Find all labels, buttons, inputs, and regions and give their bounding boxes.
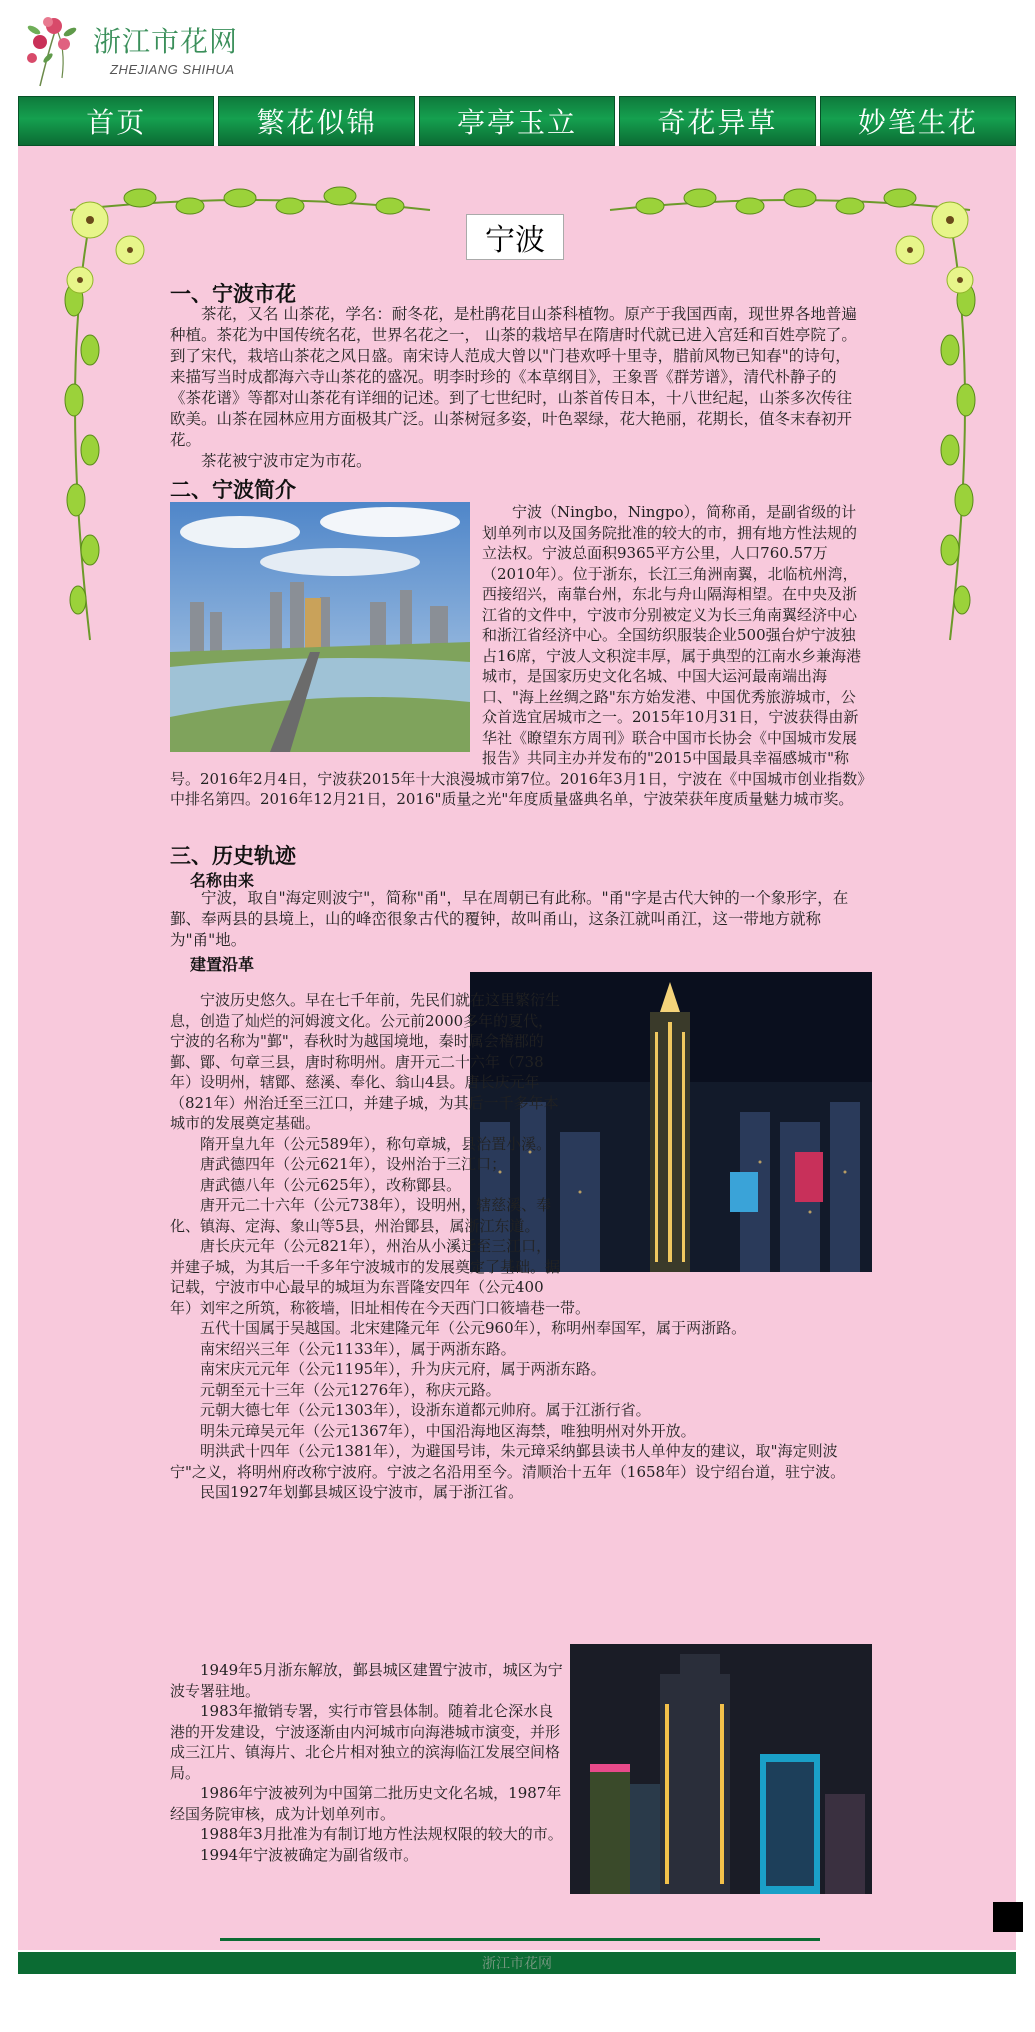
back-to-top-button[interactable] (993, 1902, 1023, 1932)
nav-item-miaobi[interactable]: 妙笔生花 (820, 96, 1016, 146)
intro-paragraph: 宁波（Ningbo，Ningpo），简称甬，是副省级的计划单列市以及国务院批准的较大的市，拥有地方性法规的立法权。宁波总面积9365平方公里，人口760.57万（2010年）。位于浙东，长江三角洲南翼，北临杭州湾，西接绍兴，南靠台州，东北与舟山隔海相望。在中央及浙江省的文件中，宁波市分别被定义为长三角南翼经济中心和浙江省经济中心。全国纺织服装企业500强台炉宁波独占16席，宁波人文积淀丰厚，属于典型的江南水乡兼海港城市，是国家历史文化名城、中国大运河最南端出海口、"海上丝绸之路"东方始发港、中国优秀旅游城市，公众首选宜居城市之一。2015年10月31日，宁波获得由新华社《瞭望东方周刊》联合中国市长协会《中国城市发展报告》共同主办并发布的"2015中国最具幸福感城市"称号。2016年2月4日，宁波获2015年十大浪漫城市第7位。2016年3月1日，宁波在《中国城市创业指数》中排名第四。2016年12月21日，2016"质量之光"年度质量盛典名单，宁波荣获年度质量魅力城市奖。 (170, 503, 865, 808)
modern-paragraph: 1994年宁波被确定为副省级市。 (200, 1845, 419, 1864)
history-paragraph: 明洪武十四年（公元1381年），为避国号讳，朱元璋采纳鄞县读书人单仲友的建议，取"海定则波宁"之义，将明州府改称宁波府。宁波之名沿用至今。清顺治十五年（1658年）设宁绍台道，驻宁波。 (170, 1442, 846, 1481)
main-nav (18, 96, 1016, 146)
footer: 浙江市花网 (18, 1952, 1016, 1974)
flower-logo-icon (18, 8, 93, 88)
site-title: 浙江市花网 (93, 25, 239, 58)
history-paragraph: 隋开皇九年（公元589年），称句章城，县治置小溪。 (200, 1134, 552, 1153)
history-paragraph: 南宋庆元元年（公元1195年），升为庆元府，属于两浙东路。 (200, 1360, 606, 1378)
ningbo-skyscraper-photo (570, 1644, 872, 1894)
nav-item-fanhua[interactable]: 繁花似锦 (218, 96, 414, 146)
history-paragraph: 明朱元璋吴元年（公元1367年），中国沿海地区海禁，唯独明州对外开放。 (200, 1421, 696, 1440)
nav-item-home[interactable]: 首页 (18, 96, 214, 146)
history-paragraph: 唐开元二十六年（公元738年），设明州，辖慈溪、奉化、镇海、定海、象山等5县，州治鄮县，属浙江东道。 (170, 1196, 552, 1235)
history-evolution-body (170, 990, 870, 1503)
nav-item-qihua[interactable]: 奇花异草 (619, 96, 815, 146)
section-heading-intro: 二、宁波简介 (170, 477, 296, 502)
modern-paragraph: 1986年宁波被列为中国第二批历史文化名城，1987年经国务院审核，成为计划单列市。 (170, 1784, 562, 1823)
footer-divider (220, 1938, 820, 1941)
flower-paragraph: 茶花，又名 山茶花，学名：耐冬花，是杜鹃花目山茶科植物。原产于我国西南，现世界各地普遍种植。茶花为中国传统名花，世界名花之一， 山茶的栽培早在隋唐时代就已进入宫廷和百姓亭院了。到了宋代，栽培山茶花之风日盛。南宋诗人范成大曾以"门巷欢呼十里寺，腊前风物已知春"的诗句，来描写当时成都海六寺山茶花的盛况。明李时珍的《本草纲目》，王象晋《群芳谱》，清代朴静子的《茶花谱》等都对山茶花有详细的记述。到了七世纪时，山茶首传日本，十八世纪起，山茶多次传往欧美。山茶在园林应用方面极其广泛。山茶树冠多姿，叶色翠绿，花大艳丽，花期长，值冬末春初开花。 (170, 305, 857, 449)
section-flower-body (170, 304, 860, 472)
modern-paragraph: 1949年5月浙东解放，鄞县城区建置宁波市，城区为宁波专署驻地。 (170, 1661, 563, 1700)
section-intro-body (170, 502, 870, 810)
modern-paragraph: 1983年撤销专署，实行市管县体制。随着北仑深水良港的开发建设，宁波逐渐由内河城市向海港城市演变，并形成三江片、镇海片、北仑片相对独立的滨海临江发展空间格局。 (170, 1702, 561, 1782)
history-paragraph: 南宋绍兴三年（公元1133年），属于两浙东路。 (200, 1339, 516, 1358)
history-paragraph: 五代十国属于吴越国。北宋建隆元年（公元960年），称明州奉国军，属于两浙路。 (200, 1319, 747, 1337)
name-origin-body (170, 888, 860, 951)
history-paragraph: 元朝至元十三年（公元1276年），称庆元路。 (200, 1380, 501, 1399)
subheading-name-origin: 名称由来 (190, 871, 255, 890)
modern-paragraph: 1988年3月批准为有制订地方性法规权限的较大的市。 (200, 1825, 563, 1843)
nav-item-tingting[interactable]: 亭亭玉立 (419, 96, 615, 146)
history-paragraph: 唐武德八年（公元625年），改称鄮县。 (200, 1175, 462, 1194)
history-paragraph: 民国1927年划鄞县城区设宁波市，属于浙江省。 (200, 1483, 524, 1501)
page-title: 宁波 (466, 214, 564, 260)
site-logo[interactable] (18, 8, 258, 88)
section-heading-history: 三、历史轨迹 (170, 843, 296, 868)
history-paragraph: 唐长庆元年（公元821年），州治从小溪迁至三江口，并建子城，为其后一千多年宁波城市的发展奠定了基础。据记载，宁波市中心最早的城垣为东晋隆安四年（公元400年）刘牢之所筑，称筱墙，旧址相传在今天西门口筱墙巷一带。 (170, 1237, 591, 1317)
history-modern-body (170, 1660, 565, 1865)
history-paragraph: 宁波历史悠久。早在七千年前，先民们就在这里繁衍生息，创造了灿烂的河姆渡文化。公元前2000多年的夏代，宁波的名称为"鄞"，春秋时为越国境地，秦时属会稽郡的鄞、鄮、句章三县，唐时称明州。唐开元二十六年（738年）设明州，辖鄮、慈溪、奉化、翁山4县。唐长庆元年（821年）州治迁至三江口，并建子城，为其后一千多年本城市的发展奠定基础。 (170, 991, 561, 1132)
site-subtitle: ZHEJIANG SHIHUA (110, 62, 235, 77)
name-origin-paragraph: 宁波，取自"海定则波宁"，简称"甬"，早在周朝已有此称。"甬"字是古代大钟的一个象形字，在鄞、奉两县的县境上，山的峰峦很象古代的覆钟，故叫甬山，这条江就叫甬江，这一带地方就称为"甬"地。 (170, 889, 849, 949)
flower-paragraph-2: 茶花被宁波市定为市花。 (201, 452, 372, 470)
history-paragraph: 元朝大德七年（公元1303年），设浙东道都元帅府。属于江浙行省。 (200, 1401, 651, 1419)
history-paragraph: 唐武德四年（公元621年），设州治于三江口； (200, 1155, 507, 1173)
subheading-history-evolution: 建置沿革 (190, 955, 255, 974)
section-heading-flower: 一、宁波市花 (170, 281, 296, 306)
